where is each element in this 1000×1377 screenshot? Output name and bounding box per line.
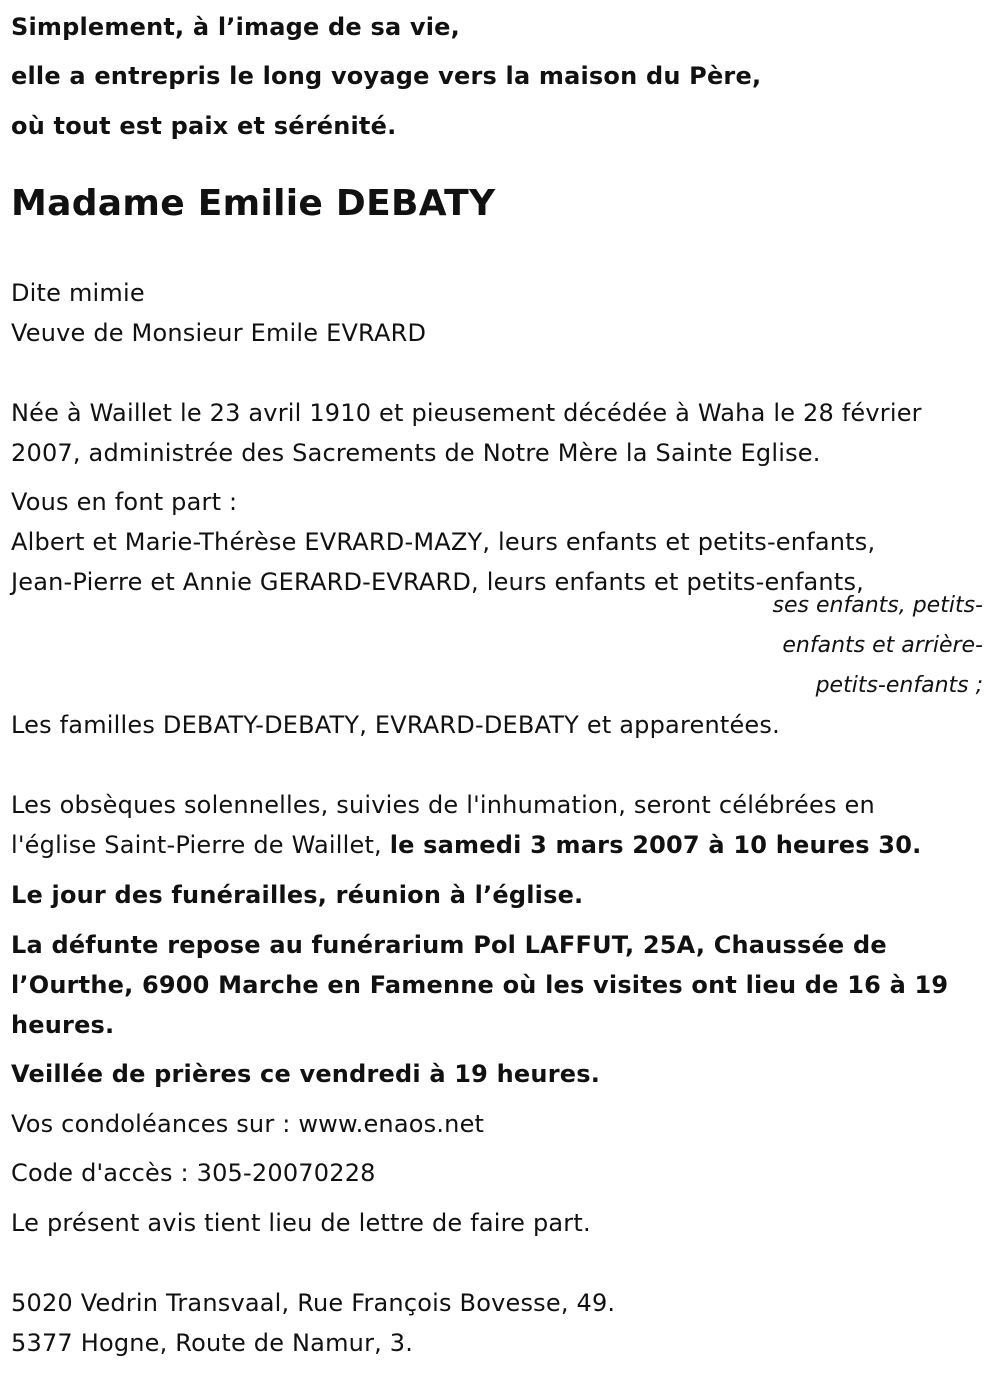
intro-line-1: Simplement, à l’image de sa vie, <box>11 13 460 41</box>
family-line-2: Jean-Pierre et Annie GERARD-EVRARD, leurs enfants et petits-enfants, <box>11 568 864 596</box>
family-note-2: enfants et arrière- <box>782 633 983 658</box>
family-line-1: Albert et Marie-Thérèse EVRARD-MAZY, leurs enfants et petits-enfants, <box>11 528 876 556</box>
family-note-1: ses enfants, petits- <box>772 593 983 618</box>
funeral-line-1: Les obsèques solennelles, suivies de l'inhumation, seront célébrées en <box>11 791 875 819</box>
intro-line-2: elle a entrepris le long voyage vers la maison du Père, <box>11 62 762 90</box>
rest-line-2: l’Ourthe, 6900 Marche en Famenne où les visites ont lieu de 16 à 19 <box>11 971 949 999</box>
condolences: Vos condoléances sur : www.enaos.net <box>11 1110 485 1138</box>
deceased-name: Madame Emilie DEBATY <box>11 183 496 224</box>
announce: Vous en font part : <box>11 488 238 516</box>
rest-line-1: La défunte repose au funérarium Pol LAFFUT, 25A, Chaussée de <box>11 931 887 959</box>
funeral-line-2 <box>11 830 921 860</box>
widow-of: Veuve de Monsieur Emile EVRARD <box>11 319 427 347</box>
vigil: Veillée de prières ce vendredi à 19 heures. <box>11 1060 601 1088</box>
birth-death-line-1: Née à Waillet le 23 avril 1910 et pieusement décédée à Waha le 28 février <box>11 399 922 427</box>
access-code: Code d'accès : 305-20070228 <box>11 1159 376 1187</box>
funeral-place: l'église Saint-Pierre de Waillet, <box>11 831 390 859</box>
family-line-3: Les familles DEBATY-DEBATY, EVRARD-DEBATY et apparentées. <box>11 711 780 739</box>
birth-death-line-2: 2007, administrée des Sacrements de Notre Mère la Sainte Eglise. <box>11 439 821 467</box>
address-1: 5020 Vedrin Transvaal, Rue François Bovesse, 49. <box>11 1289 616 1317</box>
rest-line-3: heures. <box>11 1011 115 1039</box>
address-2: 5377 Hogne, Route de Namur, 3. <box>11 1329 414 1357</box>
funeral-meeting: Le jour des funérailles, réunion à l’église. <box>11 881 584 909</box>
intro-line-3: où tout est paix et sérénité. <box>11 112 397 140</box>
notice: Le présent avis tient lieu de lettre de faire part. <box>11 1209 591 1237</box>
alias: Dite mimie <box>11 279 145 307</box>
family-note-3: petits-enfants ; <box>815 673 983 698</box>
funeral-datetime: le samedi 3 mars 2007 à 10 heures 30. <box>389 831 922 859</box>
